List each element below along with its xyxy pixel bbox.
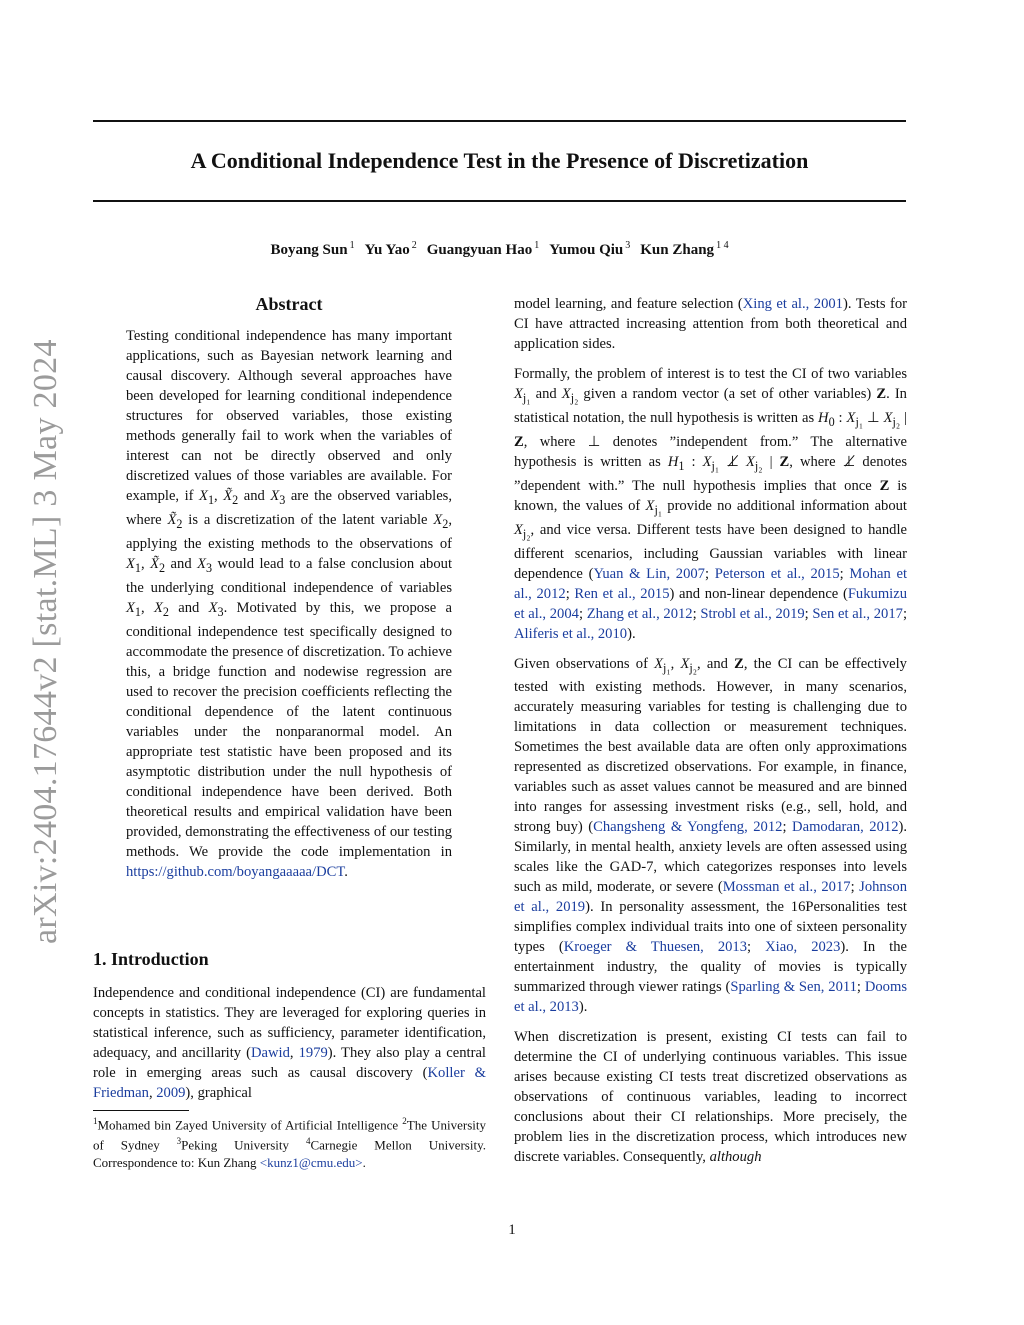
author-affiliation-mark: 1 [349, 240, 355, 251]
citation-link[interactable]: Strobl et al., 2019 [700, 605, 805, 622]
body-paragraph: Formally, the problem of interest is to test the CI of two variables $X_{j_1}$ and $X_{j_2}$ given a random vector (a set of other variables) Z. In statistical notation, the null hypothesis is written as $H_0$ : $X_{j_1}$ ⊥ $X_{j_2}$ | Z, where ⊥ denotes ”independent from.” The alternative hypothesis is written as $H_1$ : $X_{j_1}$ ⊥̸ $X_{j_2}$ | Z, where ⊥̸ denotes ”dependent with.” The null hypothesis implies that once Z is known, the values of $X_{j_1}$ provide no additional information about $X_{j_2}$, and vice versa. Different tests have been designed to handle different scenarios, including Gaussian variables with linear dependence (Yuan & Lin, 2007; Peterson et al., 2015; Mohan et al., 2012; Ren et al., 2015) and non-linear dependence (Fukumizu et al., 2004; Zhang et al., 2012; Strobl et al., 2019; Sen et al., 2017; Aliferis et al., 2010). [514, 366, 908, 642]
author-name: Yu Yao [364, 242, 410, 258]
right-column [514, 294, 907, 1177]
author [549, 242, 630, 258]
citation-link[interactable]: Kroeger & Thuesen, 2013 [563, 939, 748, 956]
arxiv-identifier: arXiv:2404.17644v2 [stat.ML] 3 May 2024 [27, 339, 64, 944]
citation-link[interactable]: Mohan et al., 2012 [514, 565, 907, 602]
citation-link[interactable]: Koller & Friedman [93, 1065, 486, 1101]
author-name: Boyang Sun [270, 242, 348, 258]
citation-link[interactable]: Xiao, 2023 [765, 939, 841, 956]
citation-link[interactable]: Dawid [250, 1045, 290, 1061]
abstract-paragraph: Testing conditional independence has many important applications, such as Bayesian network learning and causal discovery. Although several approaches have been developed for learning conditional independence structures for observed variables, those existing methods generally fail to work when the variables of interest can not be directly observed and only discretized values of those variables are available. For example, if $X_1$, $X̃_2$ and $X_3$ are the observed variables, where $X̃_2$ is a discretization of the latent variable $X_2$, applying the existing methods to the observations of $X_1$, $X̃_2$ and $X_3$ would lead to a false conclusion about the underlying conditional independence of variables $X_1$, $X_2$ and $X_3$. Motivated by this, we propose a conditional independence test specifically designed to accommodate the presence of discretization. To achieve this, a bridge function and nodewise regression are used to recover the precision coefficients reflecting the conditional dependence of the latent continuous variables under the nonparanormal model. An appropriate test statistic have been proposed and its asymptotic distribution under the null hypothesis of conditional independence have been derived. Both theoretical results and empirical validation have been provided, demonstrating the effectiveness of our testing methods. We provide the code implementation in https://github.com/boyangaaaaa/DCT. [126, 328, 453, 880]
citation-link[interactable]: Sparling & Sen, 2011 [730, 979, 857, 996]
author-name: Guangyuan Hao [426, 242, 533, 258]
affiliations-footnote: $^1$Mohamed bin Zayed University of Artificial Intelligence $^2$The University of Sydney $^3$Peking University $^4$Carnegie Mellon University. Correspondence to: Kun Zhang <kunz1@cmu.edu>. [93, 1116, 486, 1170]
body-paragraph: When discretization is present, existing CI tests can fail to determine the CI of underlying continuous variables. This issue arises because existing CI tests treat discretized observations as observations of continuous variables, leading to incorrect conclusions about their CI relationships. More precisely, the problem lies in the discretization process, which introduces new discrete variables. Consequently, although [514, 1029, 907, 1166]
abstract-heading: Abstract [255, 294, 323, 314]
citation-link[interactable]: Yuan & Lin, 2007 [593, 565, 705, 582]
citation-link[interactable]: Dooms et al., 2013 [514, 979, 907, 1016]
introduction-body [93, 983, 486, 1103]
email-link[interactable]: <kunz1@cmu.edu> [259, 1154, 363, 1170]
section-heading-introduction: 1. Introduction [93, 949, 209, 969]
citation-link[interactable]: Changsheng & Yongfeng, 2012 [593, 819, 783, 836]
author-affiliation-mark: 1 4 [716, 240, 729, 251]
citation-link[interactable]: Johnson et al., 2019 [514, 879, 907, 916]
body-paragraph: Given observations of $X_{j_1}$, $X_{j_2}$, and Z, the CI can be effectively tested with existing methods. However, in many scenarios, accurately measuring variables for testing is challenging due to limitations in data collection or measurement techniques. Sometimes the best available data are often only approximations represented as discretized observations. For example, in finance, variables such as asset values cannot be measured and are binned into ranges for assessing investment risks (e.g., sell, hold, and strong buy) (Changsheng & Yongfeng, 2012; Damodaran, 2012). Similarly, in mental health, anxiety levels are often assessed using scales like the GAD-7, which categorizes responses into levels such as mild, moderate, or severe (Mossman et al., 2017; Johnson et al., 2019). In personality assessment, the 16Personalities test simplifies complex individual traits into one of sixteen personality types (Kroeger & Thuesen, 2013; Xiao, 2023). In the entertainment industry, the quality of movies is typically summarized through viewer ratings (Sparling & Sen, 2011; Dooms et al., 2013). [514, 655, 908, 1016]
author-name: Yumou Qiu [549, 242, 624, 258]
citation-link[interactable]: Sen et al., 2017 [812, 605, 903, 622]
author-list [93, 236, 906, 260]
author [365, 242, 417, 258]
citation-link[interactable]: Damodaran, 2012 [792, 819, 899, 836]
citation-link[interactable]: 2009 [156, 1085, 186, 1101]
title-rule-top [93, 120, 906, 122]
author-affiliation-mark: 3 [625, 240, 631, 251]
author-name: Kun Zhang [640, 242, 715, 258]
author-affiliation-mark: 2 [411, 240, 417, 251]
author [270, 242, 354, 258]
citation-link[interactable]: Mossman et al., 2017 [722, 879, 851, 896]
paper-title: A Conditional Independence Test in the Presence of Discretization [190, 148, 809, 173]
author-affiliation-mark: 1 [534, 240, 540, 251]
footnote-rule [93, 1110, 189, 1111]
citation-link[interactable]: Fukumizu et al., 2004 [514, 585, 907, 622]
citation-link[interactable]: Peterson et al., 2015 [714, 565, 840, 582]
abstract-body [126, 326, 452, 882]
intro-paragraph: Independence and conditional independence (CI) are fundamental concepts in statistics. They are leveraged for exploring queries in statistical inference, such as sufficiency, parameter identification, adequacy, and ancillarity (Dawid, 1979). They also play a central role in emerging areas such as causal discovery (Koller & Friedman, 2009), graphical [93, 985, 486, 1101]
body-paragraph: model learning, and feature selection (Xing et al., 2001). Tests for CI have attracted increasing attention from both theoretical and application sides. [514, 296, 908, 352]
citation-link[interactable]: Xing et al., 2001 [742, 296, 843, 312]
author [640, 242, 728, 258]
citation-link[interactable]: Ren et al., 2015 [574, 585, 670, 602]
page-number: 1 [508, 1222, 516, 1238]
code-link[interactable]: https://github.com/boyangaaaaa/DCT [126, 863, 345, 880]
citation-link[interactable]: 1979 [298, 1045, 328, 1061]
citation-link[interactable]: Aliferis et al., 2010 [514, 625, 628, 642]
citation-link[interactable]: Zhang et al., 2012 [586, 605, 693, 622]
author [427, 242, 539, 258]
title-rule-bottom [93, 200, 906, 202]
